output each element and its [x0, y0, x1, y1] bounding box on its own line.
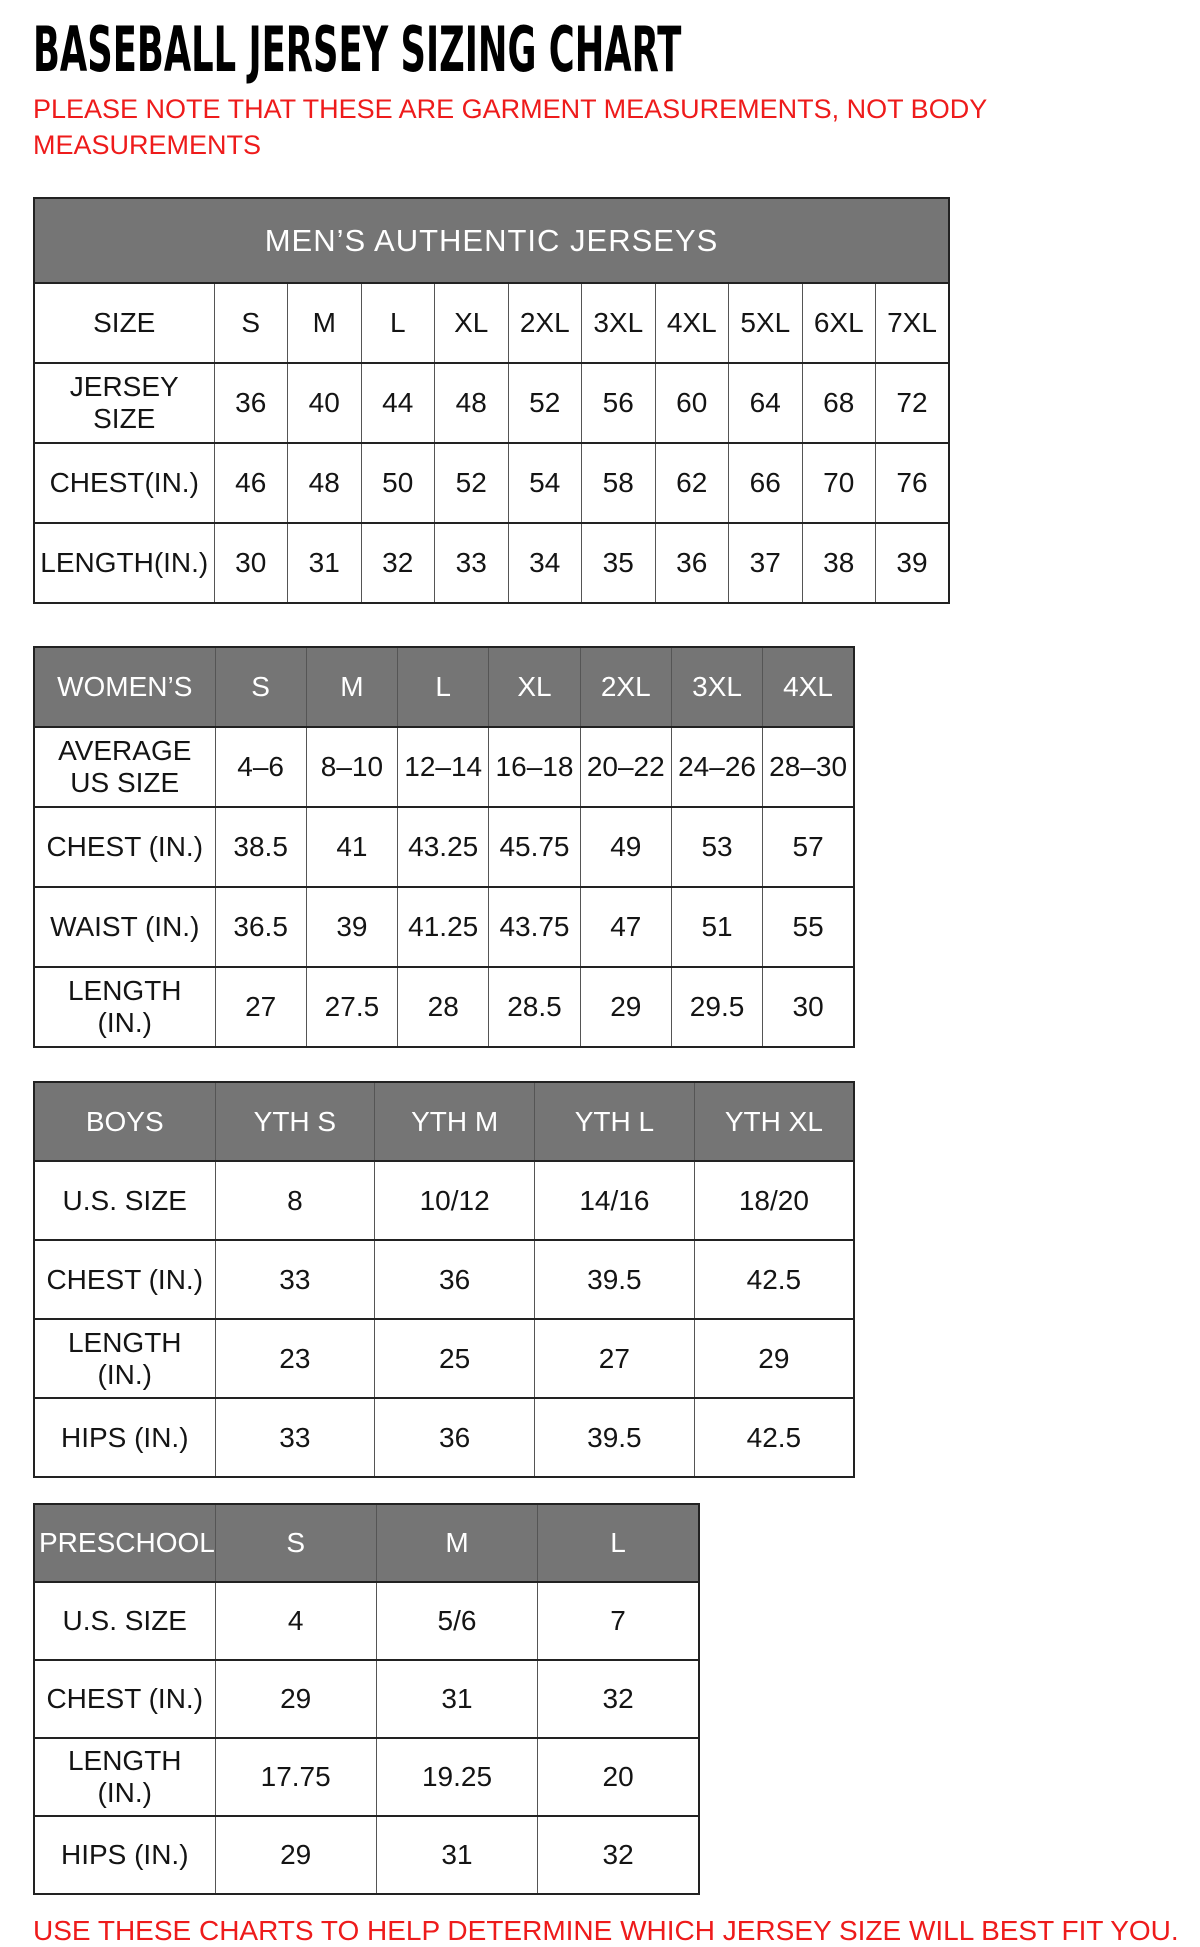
size-value: 36 [375, 1240, 535, 1319]
size-value: 4 [215, 1582, 376, 1660]
column-header: S [214, 283, 288, 363]
size-value: 60 [655, 363, 729, 443]
column-header: 6XL [802, 283, 876, 363]
size-value: 24–26 [671, 727, 762, 807]
column-header: YTH L [535, 1082, 695, 1161]
table-row [34, 807, 854, 887]
row-label: JERSEY SIZE [34, 363, 214, 443]
size-value: 29 [215, 1816, 376, 1894]
size-value: 52 [508, 363, 582, 443]
size-value: 36 [375, 1398, 535, 1477]
column-header: 2XL [580, 647, 671, 727]
row-label: CHEST (IN.) [34, 1660, 215, 1738]
size-value: 7 [538, 1582, 699, 1660]
size-value: 39 [876, 523, 950, 603]
row-label: LENGTH (IN.) [34, 1319, 215, 1398]
table-row [34, 523, 949, 603]
size-value: 16–18 [489, 727, 580, 807]
size-value: 36 [655, 523, 729, 603]
womens-jerseys-section [33, 646, 1170, 1048]
table-title-cell: PRESCHOOL [34, 1504, 215, 1582]
row-label: LENGTH (IN.) [34, 1738, 215, 1816]
size-value: 48 [288, 443, 362, 523]
table-header-row [34, 1504, 699, 1582]
column-header: S [215, 647, 306, 727]
table-row [34, 887, 854, 967]
column-header: 2XL [508, 283, 582, 363]
size-value: 43.75 [489, 887, 580, 967]
size-value: 10/12 [375, 1161, 535, 1240]
page-title: BASEBALL JERSEY SIZING CHART [33, 13, 682, 86]
size-value: 27 [215, 967, 306, 1047]
table-row [34, 967, 854, 1047]
size-value: 41 [306, 807, 397, 887]
size-value: 5/6 [376, 1582, 537, 1660]
footer-note: USE THESE CHARTS TO HELP DETERMINE WHICH JERSEY SIZE WILL BEST FIT YOU. [33, 1915, 1179, 1947]
size-value: 33 [215, 1398, 375, 1477]
table-header-row [34, 1082, 854, 1161]
size-value: 39 [306, 887, 397, 967]
page-title-wrap [33, 13, 1170, 86]
size-value: 53 [671, 807, 762, 887]
table-row [34, 1398, 854, 1477]
row-label: U.S. SIZE [34, 1161, 215, 1240]
boys-jerseys-table [33, 1081, 855, 1478]
table-title-cell: WOMEN’S [34, 647, 215, 727]
size-value: 38.5 [215, 807, 306, 887]
size-value: 66 [729, 443, 803, 523]
column-header: M [306, 647, 397, 727]
table-row [34, 1660, 699, 1738]
size-value: 12–14 [398, 727, 489, 807]
table-header-row [34, 283, 949, 363]
table-row [34, 1240, 854, 1319]
size-value: 35 [582, 523, 656, 603]
size-value: 50 [361, 443, 435, 523]
size-value: 23 [215, 1319, 375, 1398]
size-value: 51 [671, 887, 762, 967]
size-value: 28.5 [489, 967, 580, 1047]
size-value: 20 [538, 1738, 699, 1816]
size-value: 70 [802, 443, 876, 523]
table-row [34, 443, 949, 523]
size-value: 27.5 [306, 967, 397, 1047]
size-value: 72 [876, 363, 950, 443]
garment-note-line-1: PLEASE NOTE THAT THESE ARE GARMENT MEASUREMENTS, NOT BODY [33, 94, 988, 124]
column-header: XL [489, 647, 580, 727]
size-value: 64 [729, 363, 803, 443]
size-value: 31 [288, 523, 362, 603]
row-label: LENGTH (IN.) [34, 967, 215, 1047]
size-value: 8–10 [306, 727, 397, 807]
column-header: 7XL [876, 283, 950, 363]
size-value: 29 [580, 967, 671, 1047]
size-value: 39.5 [535, 1240, 695, 1319]
size-value: 56 [582, 363, 656, 443]
size-value: 31 [376, 1660, 537, 1738]
column-header: YTH XL [694, 1082, 854, 1161]
size-value: 14/16 [535, 1161, 695, 1240]
size-value: 36 [214, 363, 288, 443]
column-header: 4XL [655, 283, 729, 363]
size-value: 17.75 [215, 1738, 376, 1816]
row-label: CHEST (IN.) [34, 1240, 215, 1319]
table-banner: MEN’S AUTHENTIC JERSEYS [34, 198, 949, 283]
size-value: 29 [215, 1660, 376, 1738]
size-value: 33 [215, 1240, 375, 1319]
boys-jerseys-section [33, 1081, 1170, 1478]
womens-jerseys-table [33, 646, 855, 1048]
size-value: 32 [361, 523, 435, 603]
column-header: L [361, 283, 435, 363]
preschool-jerseys-table [33, 1503, 700, 1895]
size-value: 47 [580, 887, 671, 967]
size-value: 43.25 [398, 807, 489, 887]
size-value: 34 [508, 523, 582, 603]
row-label: LENGTH(IN.) [34, 523, 214, 603]
column-header: 5XL [729, 283, 803, 363]
size-value: 42.5 [694, 1240, 854, 1319]
size-value: 48 [435, 363, 509, 443]
size-value: 33 [435, 523, 509, 603]
row-label: U.S. SIZE [34, 1582, 215, 1660]
column-header: M [288, 283, 362, 363]
size-value: 4–6 [215, 727, 306, 807]
table-row [34, 1582, 699, 1660]
garment-note [33, 92, 1170, 163]
size-value: 18/20 [694, 1161, 854, 1240]
size-value: 55 [763, 887, 854, 967]
row-label: HIPS (IN.) [34, 1398, 215, 1477]
column-header: L [538, 1504, 699, 1582]
size-value: 31 [376, 1816, 537, 1894]
size-value: 76 [876, 443, 950, 523]
size-value: 32 [538, 1660, 699, 1738]
table-banner-row [34, 198, 949, 283]
mens-authentic-jerseys-table [33, 197, 950, 604]
size-value: 49 [580, 807, 671, 887]
column-header: 3XL [582, 283, 656, 363]
table-header-row [34, 647, 854, 727]
column-header: YTH M [375, 1082, 535, 1161]
size-value: 27 [535, 1319, 695, 1398]
column-header: M [376, 1504, 537, 1582]
table-row [34, 1738, 699, 1816]
column-header: 4XL [763, 647, 854, 727]
size-value: 36.5 [215, 887, 306, 967]
size-value: 46 [214, 443, 288, 523]
size-value: 8 [215, 1161, 375, 1240]
table-row [34, 727, 854, 807]
table-row [34, 1161, 854, 1240]
size-value: 30 [763, 967, 854, 1047]
column-header: L [398, 647, 489, 727]
table-title-cell: SIZE [34, 283, 214, 363]
size-value: 41.25 [398, 887, 489, 967]
size-value: 62 [655, 443, 729, 523]
garment-note-line-2: MEASUREMENTS [33, 129, 262, 160]
size-value: 52 [435, 443, 509, 523]
size-value: 29 [694, 1319, 854, 1398]
size-value: 57 [763, 807, 854, 887]
size-value: 38 [802, 523, 876, 603]
row-label: AVERAGE US SIZE [34, 727, 215, 807]
size-value: 44 [361, 363, 435, 443]
size-value: 45.75 [489, 807, 580, 887]
size-value: 20–22 [580, 727, 671, 807]
mens-authentic-jerseys-section [33, 197, 1170, 604]
table-title-cell: BOYS [34, 1082, 215, 1161]
size-value: 37 [729, 523, 803, 603]
column-header: YTH S [215, 1082, 375, 1161]
row-label: CHEST (IN.) [34, 807, 215, 887]
size-value: 28 [398, 967, 489, 1047]
size-value: 29.5 [671, 967, 762, 1047]
size-value: 40 [288, 363, 362, 443]
size-value: 32 [538, 1816, 699, 1894]
size-value: 39.5 [535, 1398, 695, 1477]
row-label: CHEST(IN.) [34, 443, 214, 523]
table-row [34, 1816, 699, 1894]
size-value: 54 [508, 443, 582, 523]
row-label: HIPS (IN.) [34, 1816, 215, 1894]
size-value: 30 [214, 523, 288, 603]
size-value: 28–30 [763, 727, 854, 807]
row-label: WAIST (IN.) [34, 887, 215, 967]
size-value: 58 [582, 443, 656, 523]
table-row [34, 1319, 854, 1398]
column-header: XL [435, 283, 509, 363]
preschool-jerseys-section [33, 1503, 1170, 1895]
size-value: 25 [375, 1319, 535, 1398]
table-row [34, 363, 949, 443]
size-value: 19.25 [376, 1738, 537, 1816]
size-value: 42.5 [694, 1398, 854, 1477]
size-value: 68 [802, 363, 876, 443]
column-header: 3XL [671, 647, 762, 727]
column-header: S [215, 1504, 376, 1582]
